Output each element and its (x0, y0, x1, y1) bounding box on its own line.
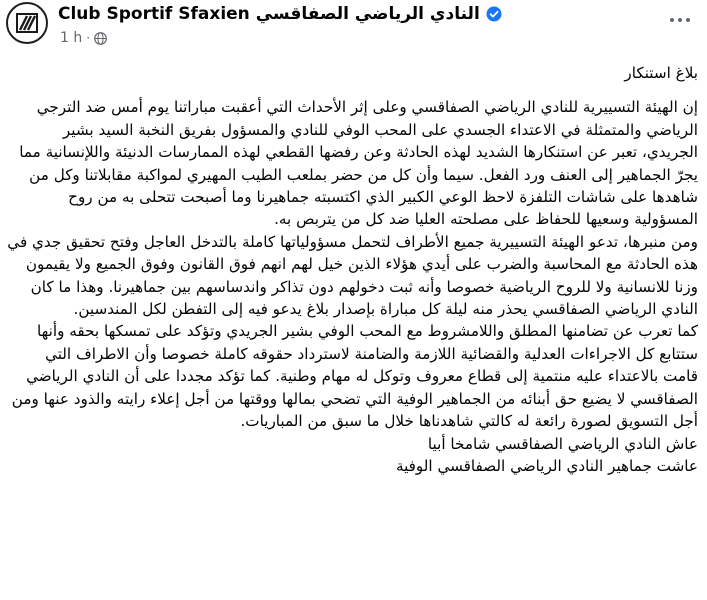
page-avatar[interactable] (6, 2, 48, 44)
spacer (6, 84, 698, 96)
globe-icon[interactable] (94, 32, 107, 45)
page-name-row (58, 2, 502, 26)
post-timestamp[interactable]: 1 h (60, 30, 83, 46)
post-paragraph: كما تعرب عن تضامنها المطلق واللامشروط مع المحب الوفي بشير الجريدي وتؤكد على تمسكها بحقه وأنها ستتابع كل الاجراءات العدلية والقضائية اللازمة والضامنة لاسترداد حقوقه كاملة خصوصا وأن الاطراف التي قامت بالاعتداء عليه منتمية إلى قطاع معروف وتوكل له مهام وطنية. كما تؤكد مجددا على أن النادي الرياضي الصفاقسي لا يضيع حق أبنائه من الجماهير الوفية التي تضحي بمالها ووقتها من أجل إعلاء رايته والذود عنها ومن أجل التسويق لصورة رائعة له كالتي شاهدناها خلال ما سبق من المباريات. (11, 322, 698, 431)
post-meta (60, 29, 107, 47)
more-options-button[interactable] (665, 8, 695, 32)
dot-icon (670, 18, 674, 22)
post-closing-line: عاشت جماهير النادي الرياضي الصفاقسي الوفية (395, 456, 698, 475)
post-title: بلاغ استنكار (624, 64, 698, 82)
post-paragraph: ومن منبرها، تدعو الهيئة التسييرية جميع الأطراف لتحمل مسؤولياتها كاملة بالتدخل العاجل وفتح تحقيق جدي في هذه الحادثة مع المحاسبة والضرب على أيدي هؤلاء الذين خيل لهم انهم فوق القانون وفوق الجميع ولا يقيمون وزنا للانسانية ولا للروح الرياضية خصوصا وأنه ثبت دخولهم دون تذاكر واندساسهم بين جماهيرنا. وهذا ما كان النادي الرياضي الصفاقسي يحذر منه ليلة كل مباراة بإصدار بلاغ يدعو فيه إلى التفطن لكل المندسين. (7, 232, 698, 319)
page-name-link[interactable]: Club Sportif Sfaxien النادي الرياضي الصفاقسي (58, 4, 480, 24)
meta-separator: · (86, 31, 91, 45)
dot-icon (678, 18, 682, 22)
post-header (0, 0, 707, 56)
post-paragraph: إن الهيئة التسييرية للنادي الرياضي الصفاقسي وعلى إثر الأحداث التي أعقبت مباراتنا يوم أمس ضد الترجي الرياضي والمتمثلة في الاعتداء الجسدي على المحب الوفي للنادي والمسؤول بفريق النخبة السيد بشير الجريدي، تعبر عن استنكارها الشديد لهذه الحادثة وعن رفضها القطعي لهذه الممارسات الدنيئة واللإنسانية مما يجرّ الجماهير إلى العنف ورد الفعل. سيما وأن كل من حضر بملعب الطيب المهيري لمواكبة مقابلاتنا وكل من شاهدها على شاشات التلفزة لاحظ الوعي الكبير الذي اكتسبته جماهيرنا وما أصبحت تتحلى به من روح المسؤولية وسعيها للحفاظ على مصلحته العليا ضد كل من يتربص به. (19, 98, 698, 229)
post-body (6, 62, 698, 477)
dot-icon (686, 18, 690, 22)
verified-badge-icon (486, 6, 502, 22)
club-logo-icon (8, 4, 46, 42)
post-closing-line: عاش النادي الرياضي الصفاقسي شامخا أبيا (427, 434, 698, 453)
